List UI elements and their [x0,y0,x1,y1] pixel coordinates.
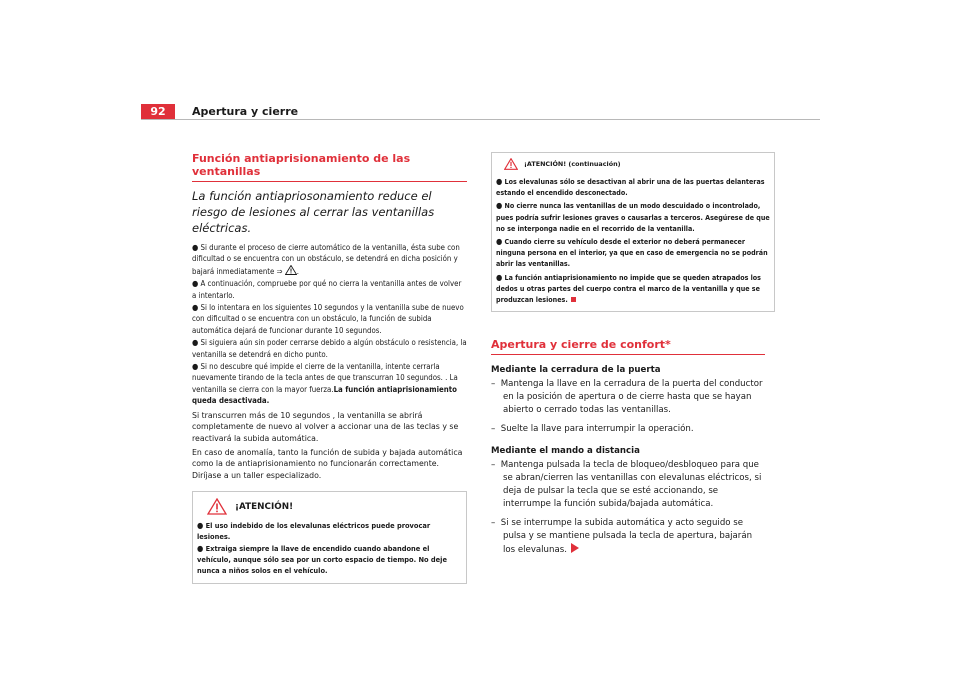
list-item: – Mantenga pulsada la tecla de bloqueo/desbloqueo para que se abran/cierren las ventanillas con elevalunas eléctricos, si deja de pulsar la tecla que se esté accionando, se interrumpe la función subida/bajada automática. [491,460,762,509]
left-column [192,152,467,584]
page-number: 92 [141,104,175,120]
list-item: ● A continuación, compruebe por qué no cierra la ventanilla antes de volver a intentarlo. [192,279,462,300]
warning-heading: ¡ATENCIÓN! (continuación) [524,160,621,168]
list-item: – Si se interrumpe la subida automática y acto seguido se pulsa y se mantiene pulsada la tecla de apertura, bajarán los elevalunas. [491,518,753,555]
list-item: ● Si durante el proceso de cierre automático de la ventanilla, ésta sube con dificultad o se encuentra con un obstáculo, se detendrá en dicha posición y bajará inmediatamente ⇒ . [192,243,460,276]
list-item: ● Extraiga siempre la llave de encendido cuando abandone el vehículo, aunque sólo sea por un corto espacio de tiempo. No deje nunca a niños solos en el vehículo. [197,544,447,576]
running-title: Apertura y cierre [192,105,299,118]
warning-icon [207,498,227,515]
list-item: ● Si no descubre qué impide el cierre de la ventanilla, intente cerrarla nuevamente tirando de la tecla antes de que transcurran 10 segundos. . La ventanilla se cierra con la mayor fuerza.La función antiaprisionamiento queda desactivada. [192,362,458,406]
end-of-section-icon [571,297,576,302]
warning-box [192,491,467,584]
list-item: ● No cierre nunca las ventanillas de un modo descuidado o incontrolado, pues podría sufrir lesiones graves o causarlas a terceros. Asegúrese de que no se interponga nadie en el recorrido de la ventanilla. [496,201,770,233]
list-item: ● El uso indebido de los elevalunas eléctricos puede provocar lesiones. [197,521,431,542]
lead-paragraph: La función antiapriosonamiento reduce el riesgo de lesiones al cerrar las ventanillas eléctricas. [192,189,435,235]
warning-heading: ¡ATENCIÓN! [235,501,294,512]
warning-box-continued [491,152,775,312]
body-paragraph: En caso de anomalía, tanto la función de subida y bajada automática como la de antiaprisionamiento no funcionarán correctamente. Diríjase a un taller especializado. [192,447,463,480]
header-rule [141,119,820,120]
list-item: ● Cuando cierre su vehículo desde el exterior no deberá permanecer ninguna persona en el interior, ya que en caso de emergencia no se podrán abrir las ventanillas. [496,237,768,269]
list-item: ● Si lo intentara en los siguientes 10 segundos y la ventanilla sube de nuevo con dificultad o se encuentra con un obstáculo, la función de subida automática dejará de funcionar durante 10 segundos. [192,303,464,335]
list-item: ● La función antiaprisionamiento no impide que se queden atrapados los dedos u otras partes del cuerpo contra el marco de la ventanilla y que se produzcan lesiones. [496,272,761,305]
list-item: ● Los elevalunas sólo se desactivan al abrir una de las puertas delanteras estando el encendido desconectado. [496,177,765,198]
section-title: Función antiaprisionamiento de las ventanillas [192,152,467,182]
continue-arrow-icon [571,543,579,553]
list-item: ● Si siguiera aún sin poder cerrarse debido a algún obstáculo o resistencia, la ventanilla se detendrá en dicho punto. [192,338,467,359]
list-item: – Mantenga la llave en la cerradura de la puerta del conductor en la posición de apertura o de cierre hasta que se hayan abierto o cerrado todas las ventanillas. [491,379,763,415]
section-title: Apertura y cierre de confort* [491,338,765,355]
warning-icon [285,265,297,275]
warning-icon [504,158,518,170]
subheading: Mediante el mando a distancia [491,446,640,456]
body-paragraph: Si transcurren más de 10 segundos , la ventanilla se abrirá completamente de nuevo al volver a accionar una de las teclas y se reactivará la subida automática. [192,410,459,443]
list-item: – Suelte la llave para interrumpir la operación. [491,424,694,434]
subheading: Mediante la cerradura de la puerta [491,365,661,375]
comfort-section [491,338,765,557]
